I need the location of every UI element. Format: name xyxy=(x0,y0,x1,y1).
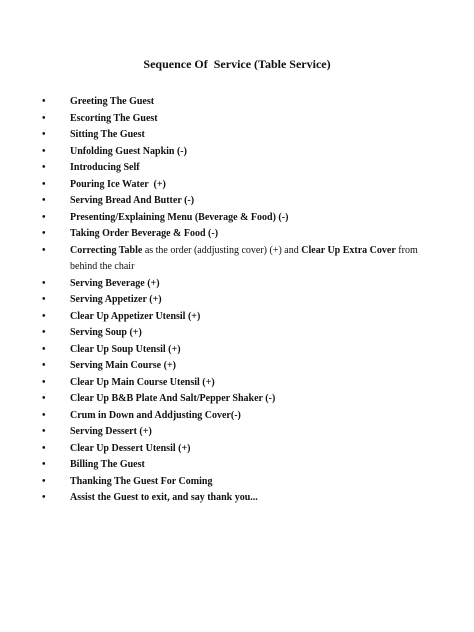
list-item-text: Clear Up Appetizer Utensil (+) xyxy=(70,310,201,322)
list-item-text-plain: from behind the chair xyxy=(70,244,418,272)
list-item xyxy=(36,226,436,243)
bullet-icon: • xyxy=(42,475,46,487)
list-item xyxy=(36,457,436,474)
list-item xyxy=(36,276,436,293)
list-item-text: Unfolding Guest Napkin (-) xyxy=(70,145,187,157)
list-item-text: Clear Up Soup Utensil (+) xyxy=(70,343,181,355)
page-title: Sequence Of Service (Table Service) xyxy=(143,57,331,71)
bullet-icon: • xyxy=(42,129,46,140)
bullet-icon: • xyxy=(42,277,46,289)
list-item xyxy=(36,490,436,507)
list-item xyxy=(36,375,436,392)
bullet-icon: • xyxy=(42,96,46,107)
list-item xyxy=(36,127,436,144)
list-item-text: Assist the Guest to exit, and say thank you... xyxy=(70,492,258,503)
list-item-text-bold: Clear Up Extra Cover xyxy=(301,244,396,256)
list-item xyxy=(36,342,436,359)
bullet-icon: • xyxy=(42,195,46,206)
list-item-text: Greeting The Guest xyxy=(70,96,155,107)
list-item-text: Billing The Guest xyxy=(70,459,145,470)
list-item-text-bold: Correcting Table xyxy=(70,244,143,256)
list-item-text: Serving Soup (+) xyxy=(70,327,142,338)
bullet-icon: • xyxy=(42,426,46,437)
list-item xyxy=(36,358,436,375)
list-item xyxy=(36,177,436,194)
list-item xyxy=(36,94,436,111)
list-item xyxy=(36,391,436,408)
bullet-icon: • xyxy=(42,162,46,173)
bullet-icon: • xyxy=(42,327,46,338)
list-item xyxy=(36,325,436,342)
list-item-text: Clear Up B&B Plate And Salt/Pepper Shaker (-) xyxy=(70,393,276,404)
bullet-icon: • xyxy=(42,211,46,223)
list-item xyxy=(36,160,436,177)
list-item-text: Thanking The Guest For Coming xyxy=(70,475,213,487)
list-item-text: Taking Order Beverage & Food (-) xyxy=(70,228,219,239)
bullet-icon: • xyxy=(42,228,46,239)
list-item-text: Serving Appetizer (+) xyxy=(70,294,162,305)
bullet-icon: • xyxy=(42,112,46,124)
list-item-text: Clear Up Dessert Utensil (+) xyxy=(70,442,191,454)
list-item-text: Crum in Down and Addjusting Cover(-) xyxy=(70,409,241,421)
list-item xyxy=(36,474,436,491)
bullet-icon: • xyxy=(42,409,46,421)
bullet-icon: • xyxy=(42,178,46,190)
list-item xyxy=(36,441,436,458)
list-item-text: Introducing Self xyxy=(70,162,140,173)
list-item xyxy=(36,210,436,227)
list-item xyxy=(36,309,436,326)
list-item xyxy=(36,144,436,161)
list-item xyxy=(36,292,436,309)
list-item-text-plain: as the order (addjusting cover) (+) and xyxy=(142,244,302,256)
list-item-text: Serving Bread And Butter (-) xyxy=(70,195,195,206)
list-item xyxy=(36,408,436,425)
list-item-correcting-table xyxy=(36,243,436,276)
list-item-text: Pouring Ice Water (+) xyxy=(70,178,166,190)
list-item xyxy=(36,193,436,210)
bullet-icon: • xyxy=(42,459,46,470)
list-item-text: Clear Up Main Course Utensil (+) xyxy=(70,376,215,388)
list-item-text: Serving Dessert (+) xyxy=(70,426,152,437)
bullet-icon: • xyxy=(42,244,46,256)
list-item-text: Escorting The Guest xyxy=(70,112,158,124)
bullet-icon: • xyxy=(42,310,46,322)
list-item-text: Serving Main Course (+) xyxy=(70,360,176,371)
bullet-icon: • xyxy=(42,492,46,503)
bullet-icon: • xyxy=(42,294,46,305)
list-item-text: Sitting The Guest xyxy=(70,129,145,140)
bullet-icon: • xyxy=(42,145,46,157)
list-item xyxy=(36,111,436,128)
bullet-icon: • xyxy=(42,343,46,355)
bullet-icon: • xyxy=(42,376,46,388)
service-sequence-list xyxy=(36,94,436,507)
bullet-icon: • xyxy=(42,393,46,404)
bullet-icon: • xyxy=(42,360,46,371)
list-item xyxy=(36,424,436,441)
list-item-text: Serving Beverage (+) xyxy=(70,277,160,289)
bullet-icon: • xyxy=(42,442,46,454)
list-item-text: Presenting/Explaining Menu (Beverage & Food) (-) xyxy=(70,211,289,223)
